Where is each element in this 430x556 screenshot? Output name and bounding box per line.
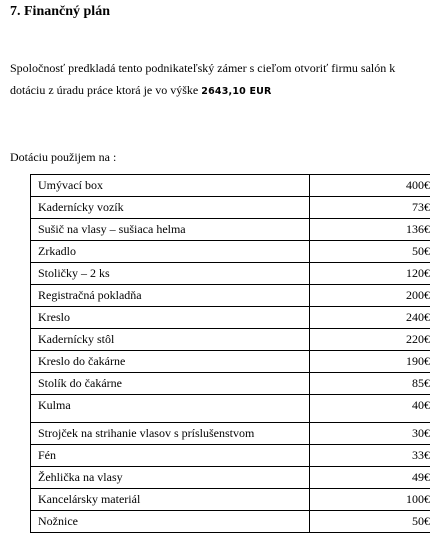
- item-name: Kancelársky materiál: [31, 489, 310, 510]
- item-name: Kreslo: [31, 307, 310, 328]
- table-row: [31, 219, 430, 241]
- item-price: 50€: [412, 514, 430, 528]
- table-row: [31, 241, 430, 263]
- item-price: 120€: [406, 266, 430, 280]
- table-row: [31, 197, 430, 219]
- table-row: [31, 373, 430, 395]
- item-price: 40€: [412, 398, 430, 412]
- item-name: Nožnice: [31, 511, 310, 532]
- item-name: Stolík do čakárne: [31, 373, 310, 394]
- item-price: 73€: [412, 200, 430, 214]
- item-name: Sušič na vlasy – sušiaca helma: [31, 219, 310, 240]
- section-heading: 7. Finančný plán: [10, 4, 110, 19]
- item-name: Stoličky – 2 ks: [31, 263, 310, 284]
- item-name: Registračná pokladňa: [31, 285, 310, 306]
- table-row: [31, 445, 430, 467]
- item-price: 400€: [406, 178, 430, 192]
- table-row: [31, 285, 430, 307]
- intro-text: Dotáciu použijem na :: [10, 150, 117, 164]
- item-name: Kulma: [31, 395, 310, 422]
- item-price: 190€: [406, 354, 430, 368]
- paragraph-line-2: [10, 83, 272, 98]
- item-price: 220€: [406, 332, 430, 346]
- table-row: [31, 467, 430, 489]
- table-row: [31, 307, 430, 329]
- item-price: 100€: [406, 492, 430, 506]
- item-price: 200€: [406, 288, 430, 302]
- item-name: Kadernícky vozík: [31, 197, 310, 218]
- expense-table: [30, 174, 430, 533]
- item-price: 49€: [412, 470, 430, 484]
- item-name: Kadernícky stôl: [31, 329, 310, 350]
- item-price: 85€: [412, 376, 430, 390]
- item-price: 136€: [406, 222, 430, 236]
- subsidy-amount: 2643,10 EUR: [201, 86, 272, 97]
- item-name: Strojček na strihanie vlasov s príslušenstvom: [31, 423, 310, 444]
- item-price: 50€: [412, 244, 430, 258]
- table-row: [31, 351, 430, 373]
- item-price: 30€: [412, 426, 430, 440]
- table-row: [31, 263, 430, 285]
- item-name: Umývací box: [31, 175, 310, 196]
- item-name: Žehlička na vlasy: [31, 467, 310, 488]
- item-price: 240€: [406, 310, 430, 324]
- item-name: Kreslo do čakárne: [31, 351, 310, 372]
- table-row: [31, 175, 430, 197]
- item-price: 33€: [412, 448, 430, 462]
- table-row: [31, 489, 430, 511]
- paragraph-line-2-text: dotáciu z úradu práce ktorá je vo výške: [10, 83, 202, 97]
- table-row: [31, 511, 430, 533]
- table-row: [31, 423, 430, 445]
- item-name: Fén: [31, 445, 310, 466]
- paragraph-line-1: Spoločnosť predkladá tento podnikateľský zámer s cieľom otvoriť firmu salón k: [10, 61, 396, 75]
- item-name: Zrkadlo: [31, 241, 310, 262]
- table-row: [31, 395, 430, 423]
- table-row: [31, 329, 430, 351]
